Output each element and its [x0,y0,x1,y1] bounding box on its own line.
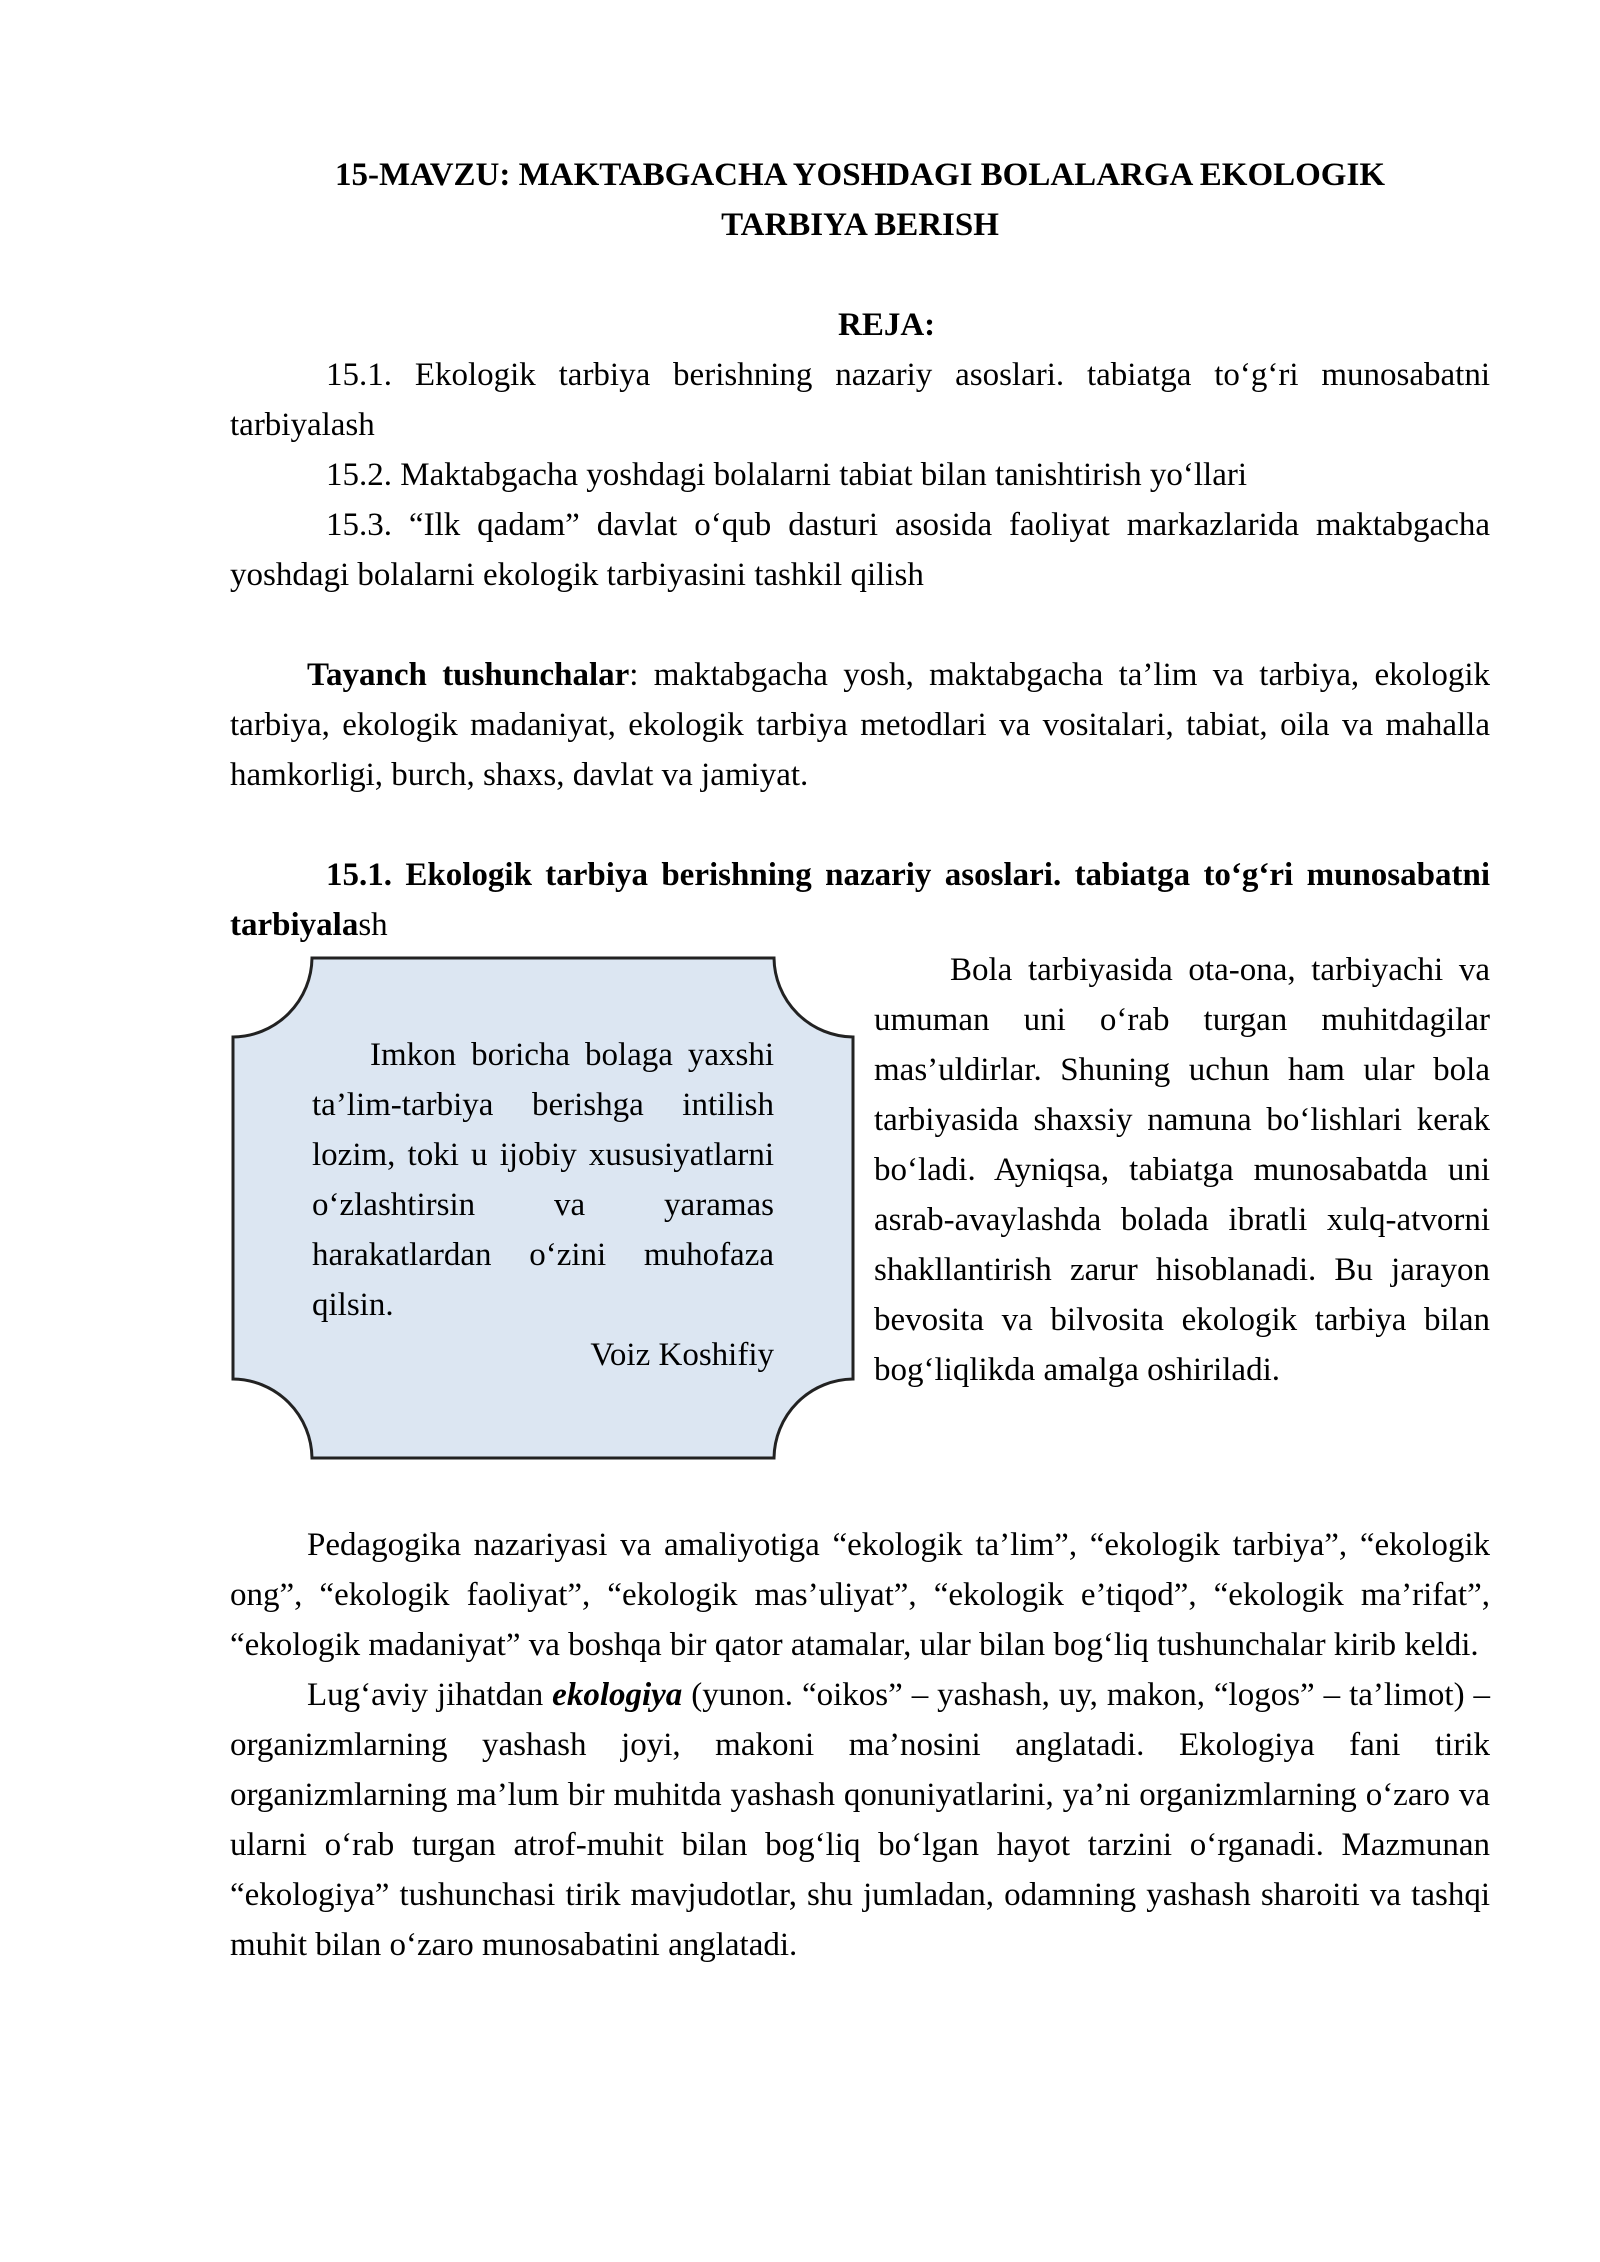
key-concepts-label: Tayanch tushunchalar [307,657,630,693]
topic-title [230,150,1490,250]
key-concepts-text: : maktabgacha yosh, maktabgacha ta’lim va tarbiya, ekologik tarbiya, ekologik madaniyat, ekologik tarbiya metodlari va vositalari, tabiat, oila va mahalla hamkorligi, burch, shaxs, davlat va jamiyat. [230,657,1490,793]
quote-author: Voiz Koshifiy [590,1337,774,1373]
plan-list [230,350,1490,600]
quote-text: Imkon boricha bolaga yaxshi ta’lim-tarbiya berishga intilish lozim, toki u ijobiy xususiyatlarni o‘zlashtirsin va yaramas harakatlardan o‘zini muhofaza qilsin. [312,1037,774,1323]
side-paragraph: Bola tarbiyasida ota-ona, tarbiyachi va umuman uni o‘rab turgan muhitdagilar mas’uldirlar. Shuning uchun ham ular bola tarbiyasida shaxsiy namuna bo‘lishlari kerak bo‘ladi. Ayniqsa, tabiatga munosabatda uni asrab-avaylashda bolada ibratli xulq-atvorni shakllantirish zarur hisoblanadi. Bu jarayon bevosita va bilvosita ekologik tarbiya bilan bog‘liqlikda amalga oshiriladi. [874,952,1490,1388]
topic-title-line1: 15-MAVZU: MAKTABGACHA YOSHDAGI BOLALARGA EKOLOGIK [335,157,1385,193]
side-paragraph-block [874,945,1490,1395]
main-paragraphs [230,1520,1490,1970]
paragraph2-after: (yunon. “oikos” – yashash, uy, makon, “logos” – ta’limot) – organizmlarning yashash joyi, makoni ma’nosini anglatadi. Ekologiya fani tirik organizmlarning ma’lum bir muhitda yashash qonuniyatlarini, ya’ni organizmlarning o‘zaro va ularni o‘rab turgan atrof-muhit bilan bog‘liq bo‘lgan hayot tarzini o‘rganadi. Mazmunan “ekologiya” tushunchasi tirik mavjudotlar, shu jumladan, odamning yashash sharoiti va tashqi muhit bilan o‘zaro munosabatini anglatadi. [230,1677,1491,1963]
quote-content [312,1030,774,1380]
plan-item-1: 15.1. Ekologik tarbiya berishning nazariy asoslari. tabiatga to‘g‘ri munosabatni tarbiyalash [230,357,1490,443]
quote-box [230,955,856,1461]
section-heading [230,850,1490,950]
topic-title-line2: TARBIYA BERISH [721,207,999,243]
section-heading-tail: sh [358,907,388,943]
section-heading-bold: 15.1. Ekologik tarbiya berishning nazariy asoslari. tabiatga to‘g‘ri munosabatni tarbiyala [230,857,1490,943]
key-concepts [230,650,1490,800]
plan-item-3: 15.3. “Ilk qadam” davlat o‘qub dasturi asosida faoliyat markazlarida maktabgacha yoshdagi bolalarni ekologik tarbiyasini tashkil qilish [230,507,1490,593]
paragraph-ecology-definition [230,1670,1490,1970]
plan-heading: REJA: [838,307,936,343]
plan-item-2: 15.2. Maktabgacha yoshdagi bolalarni tabiat bilan tanishtirish yo‘llari [326,457,1248,493]
term-ekologiya: ekologiya [552,1677,683,1713]
paragraph2-before: Lug‘aviy jihatdan [307,1677,553,1713]
paragraph-terms: Pedagogika nazariyasi va amaliyotiga “ekologik ta’lim”, “ekologik tarbiya”, “ekologik ong”, “ekologik faoliyat”, “ekologik mas’uliyat”, “ekologik e’tiqod”, “ekologik ma’rifat”, “ekologik madaniyat” va boshqa bir qator atamalar, ular bilan bog‘liq tushunchalar kirib keldi. [230,1527,1490,1663]
